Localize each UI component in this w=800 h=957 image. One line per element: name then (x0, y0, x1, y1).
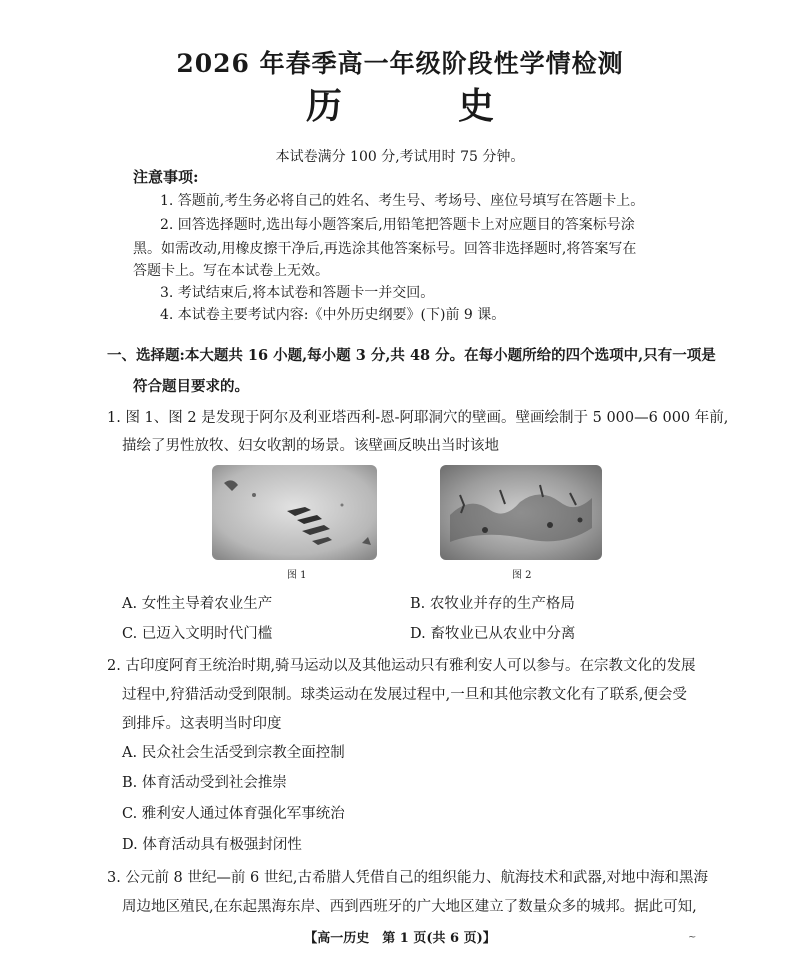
question-stem: 到排斥。这表明当时印度 (122, 716, 282, 732)
notice-heading: 注意事项: (133, 168, 199, 186)
question-stem: 周边地区殖民,在东起黑海东岸、西到西班牙的广大地区建立了数量众多的城邦。据此可知, (122, 899, 697, 915)
notice-line: 黑。如需改动,用橡皮擦干净后,再选涂其他答案标号。回答非选择题时,将答案写在 (133, 241, 637, 257)
option-a: A. 民众社会生活受到宗教全面控制 (122, 745, 345, 761)
option-c: C. 雅利安人通过体育强化军事统治 (122, 806, 345, 822)
exam-intro: 本试卷满分 100 分,考试用时 75 分钟。 (275, 149, 525, 165)
option-b: B. 农牧业并存的生产格局 (410, 596, 575, 612)
option-c: C. 已迈入文明时代门槛 (122, 626, 273, 642)
question-stem: 1. 图 1、图 2 是发现于阿尔及利亚塔西利-恩-阿耶洞穴的壁画。壁画绘制于 5 000—6 000 年前, (107, 410, 729, 426)
notice-line: 3. 考试结束后,将本试卷和答题卡一并交回。 (160, 285, 435, 301)
option-b: B. 体育活动受到社会推崇 (122, 775, 287, 791)
notice-line: 1. 答题前,考生务必将自己的姓名、考生号、考场号、座位号填写在答题卡上。 (160, 193, 645, 209)
figure-2-caption: 图 2 (512, 570, 532, 581)
option-a: A. 女性主导着农业生产 (122, 596, 273, 612)
exam-title: 2026 年春季高一年级阶段性学情检测 (176, 49, 624, 78)
figure-2-image (440, 465, 602, 560)
section-heading: 一、选择题:本大题共 16 小题,每小题 3 分,共 48 分。在每小题所给的四个选项中,只有一项是 (107, 347, 716, 364)
figure-1-image (212, 465, 377, 560)
subject-title: 历 史 (305, 85, 534, 127)
notice-line: 4. 本试卷主要考试内容:《中外历史纲要》(下)前 9 课。 (160, 307, 506, 323)
page-footer: 【高一历史 第 1 页(共 6 页)】 (304, 931, 496, 946)
figure-1-caption: 图 1 (287, 570, 307, 581)
corner-mark: ~ (688, 932, 697, 943)
option-d: D. 体育活动具有极强封闭性 (122, 837, 302, 853)
question-stem: 2. 古印度阿育王统治时期,骑马运动以及其他运动只有雅利安人可以参与。在宗教文化的发展 (107, 658, 696, 674)
question-stem: 描绘了男性放牧、妇女收割的场景。该壁画反映出当时该地 (122, 438, 499, 454)
question-stem: 过程中,狩猎活动受到限制。球类运动在发展过程中,一旦和其他宗教文化有了联系,便会受 (122, 687, 687, 703)
notice-line: 答题卡上。写在本试卷上无效。 (133, 263, 329, 279)
notice-line: 2. 回答选择题时,选出每小题答案后,用铅笔把答题卡上对应题目的答案标号涂 (160, 217, 635, 233)
option-d: D. 畜牧业已从农业中分离 (410, 626, 576, 642)
section-heading-cont: 符合题目要求的。 (133, 378, 249, 395)
question-stem: 3. 公元前 8 世纪—前 6 世纪,古希腊人凭借自己的组织能力、航海技术和武器,对地中海和黑海 (107, 870, 709, 886)
